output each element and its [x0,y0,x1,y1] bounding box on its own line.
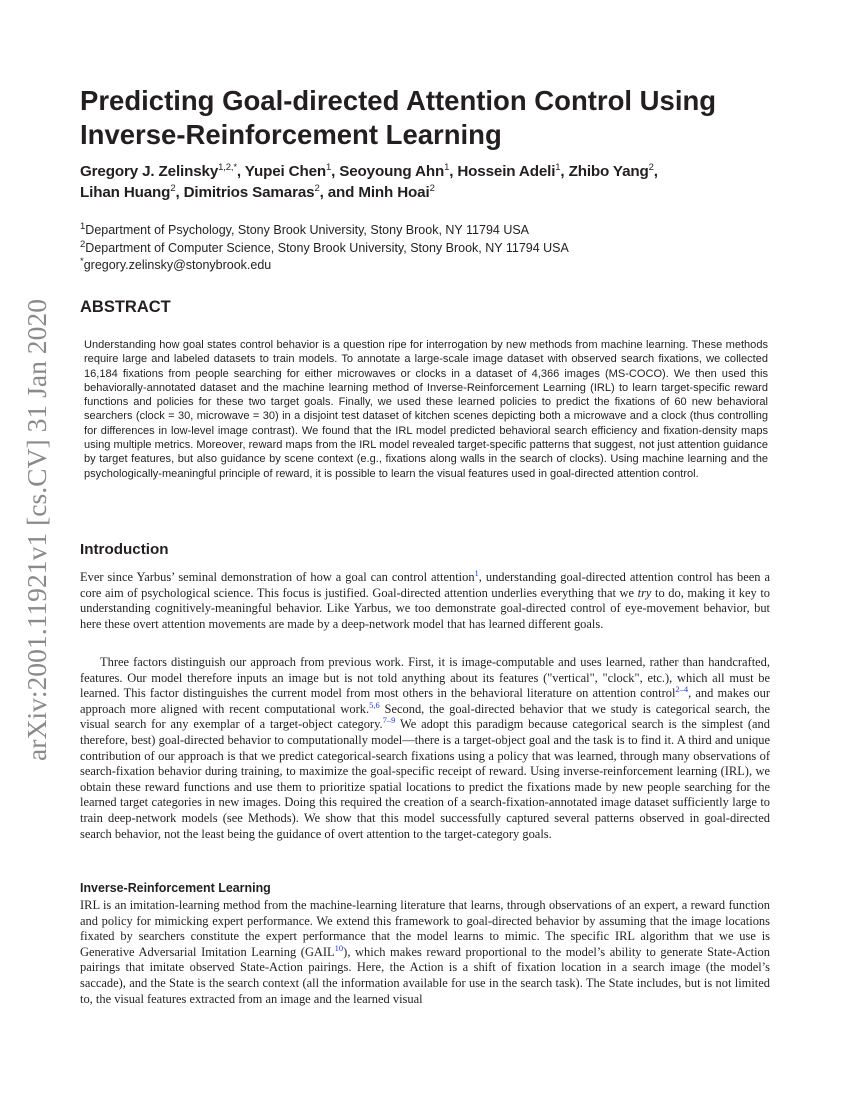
author-name: Dimitrios Samaras [183,184,315,201]
citation-link[interactable]: 5,6 [369,699,380,710]
author-affiliation-mark: 2 [648,161,654,173]
emphasized-text: try [637,585,652,600]
affiliation-mark: * [80,255,84,267]
affiliation-line [80,257,780,275]
arxiv-stamp-text: arXiv:2001.11921v1 [cs.CV] 31 Jan 2020 [22,309,52,761]
affiliation-line [80,240,780,258]
introduction-heading: Introduction [80,541,169,558]
author-name: Seoyoung Ahn [339,163,445,180]
author-affiliation-mark: 2 [170,182,176,194]
author-name: Zhibo Yang [568,163,649,180]
affiliation-mark: 1 [80,220,86,232]
citation-link[interactable]: 2–4 [675,684,689,695]
paper-title: Predicting Goal-directed Attention Control Using Inverse-Reinforcement Learning [80,85,717,150]
abstract-heading: ABSTRACT [80,298,171,316]
affiliation-text: Department of Psychology, Stony Brook University, Stony Brook, NY 11794 USA [85,223,530,237]
author-affiliation-mark: 2 [314,182,320,194]
author-list: Gregory J. Zelinsky$^{1,2,*}$, Yupei Chen$^1$, Seoyoung Ahn$^1$, Hossein Adeli$^1$, Zhibo Yang$^2$, Lihan Huang$^2$, Dimitrios Samaras$^2$, and Minh Hoai$^2$ [80,161,658,201]
author-name: Hossein Adeli [457,163,556,180]
affiliation-text: Department of Computer Science, Stony Brook University, Stony Brook, NY 11794 USA [85,240,569,255]
affiliation-mark: 2 [80,238,86,250]
abstract-text: Understanding how goal states control behavior is a question ripe for interrogation by new methods from machine learning. These methods require large and labeled datasets to train models. To annotate a large-scale image dataset with observed search fixations, we collected 16,184 fixations from people searching for either microwaves or clocks in a dataset of 4,366 images (MS-COCO). We then used this behaviorally-annotated dataset and the machine learning method of Inverse-Reinforcement Learning (IRL) to learn target-specific reward functions and policies for these two target goals. Finally, we used these learned policies to predict the fixations of 60 new behavioral searchers (clock = 30, microwave = 30) in a disjoint test dataset of kitchen scenes depicting both a microwave and a clock (thus controlling for differences in low-level image contrast). We found that the IRL model predicted behavioral search efficiency and fixation-density maps using multiple metrics. Moreover, reward maps from the IRL model revealed target-specific patterns that suggest, not just attention guidance by target features, but also guidance by scene context (e.g., fixations along walls in the search of clocks). Using machine learning and the psychologically-meaningful principle of reward, it is possible to learn the visual features used in goal-directed attention control. [84,339,768,480]
arxiv-identifier-stamp [8,296,58,766]
irl-subsection-heading: Inverse-Reinforcement Learning [80,881,271,895]
affiliation-line [80,222,780,240]
author-affiliation-mark: 1 [555,161,561,173]
introduction-paragraph-2: Three factors distinguish our approach from previous work. First, it is image-computable and uses learned, rather than handcrafted, features. Our model therefore inputs an image but is not told anything about its features ("vertical", "clock", etc.), which all must be learned. This factor distinguishes the current model from most others in the behavioral literature on attention control$^{2-4}$, and makes our approach more aligned with recent computational work.$^{5,6}$ Second, the goal-directed behavior that we study is categorical search, the visual search for any exemplar of a target-object category.$^{7-9}$ We adopt this paradigm because categorical search is the simplest (and therefore, best) goal-directed behavior to computationally model—there is a target-object goal and the task is to find it. A third and unique contribution of our approach is that we predict categorical-search fixations using a policy that was learned, through many observations of search-fixation behavior during training, to maximize the goal-specific receipt of reward. Using inverse-reinforcement learning (IRL), we obtain these reward functions and use them to prioritize spatial locations to predict the fixations made by new people searching for the learned target categories in new images. Doing this required the creation of a search-fixation-annotated image dataset sufficiently large to train deep-network models (see Methods). We show that this model successfully captured several patterns observed in goal-directed search behavior, not the least being the guidance of overt attention to the target-category goals. [80,655,770,841]
affiliation-text: gregory.zelinsky@stonybrook.edu [83,258,272,272]
author-affiliation-mark: 1 [444,161,450,173]
author-affiliation-mark: 1,2,* [218,161,237,173]
introduction-paragraph-1: Ever since Yarbus’ seminal demonstration of how a goal can control attention$^1$, understanding goal-directed attention control has been a core aim of psychological science. This focus is justified. Goal-directed attention underlies everything that we try to do, making it key to understanding cognitively-meaningful behavior. Like Yarbus, we too demonstrate goal-directed control of eye-movement behavior, but here these overt attention movements are made by a deep-network model that has learned different goals. [80,567,770,631]
citation-link[interactable]: 10 [334,942,344,953]
affiliation-list [80,222,780,275]
author-name: Minh Hoai [358,184,430,201]
citation-link[interactable]: 7–9 [382,715,396,726]
author-name: Lihan Huang [80,184,171,201]
author-name: Yupei Chen [244,163,326,180]
citation-link[interactable]: 1 [474,567,479,578]
author-name: Gregory J. Zelinsky [80,163,219,180]
author-affiliation-mark: 1 [326,161,332,173]
author-affiliation-mark: 2 [429,182,435,194]
irl-paragraph-1: IRL is an imitation-learning method from the machine-learning literature that learns, through observations of an expert, a reward function and policy for mimicking expert performance. We extend this framework to goal-directed behavior by assuming that the image locations fixated by searchers constitute the expert performance that the model learns to mimic. The specific IRL algorithm that we use is Generative Adversarial Imitation Learning (GAIL$^{10}$), which makes reward proportional to the model’s ability to generate State-Action pairings that imitate observed State-Action pairings. Here, the Action is a shift of fixation location in a search image (the model’s saccade), and the State is the search context (all the information available for use in the search task). The State includes, but is not limited to, the visual features extracted from an image and the learned visual [80,898,770,1006]
